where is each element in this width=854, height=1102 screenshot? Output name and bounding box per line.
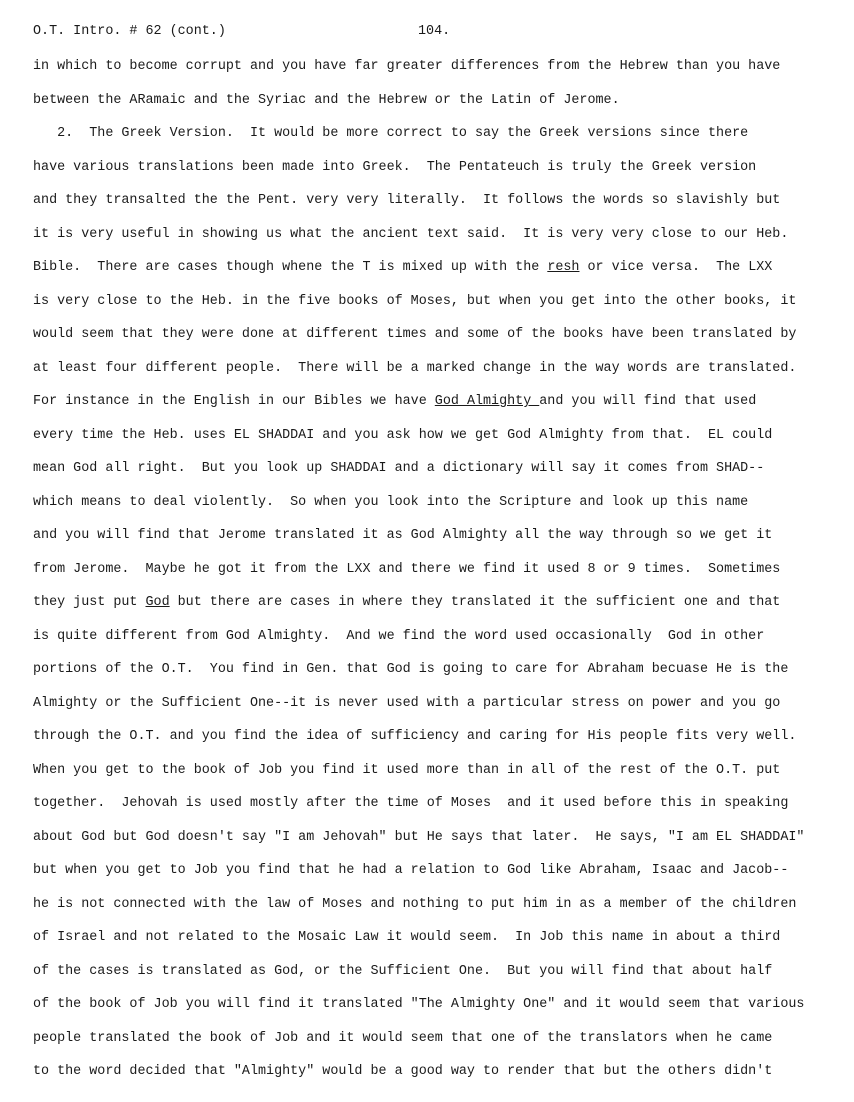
text-run: For instance in the English in our Bibles we have bbox=[33, 394, 435, 409]
text-line bbox=[33, 694, 833, 728]
text-run: mean God all right. But you look up SHADDAI and a dictionary will say it comes from SHAD-- bbox=[33, 461, 765, 476]
text-run: they just put bbox=[33, 595, 146, 610]
text-run: from Jerome. Maybe he got it from the LXX and there we find it used 8 or 9 times. Sometimes bbox=[33, 561, 781, 577]
text-run: which means to deal violently. So when you look into the Scripture and look up this name bbox=[33, 494, 749, 510]
page-number: 104. bbox=[418, 24, 451, 39]
text-line bbox=[33, 526, 833, 560]
text-run: is quite different from God Almighty. And we find the word used occasionally God in other bbox=[33, 628, 765, 644]
text-run: T bbox=[362, 260, 371, 275]
text-run: between the ARamaic and the Syriac and the Hebrew or the Latin of Jerome. bbox=[33, 92, 620, 108]
text-line bbox=[33, 57, 833, 91]
text-run: together. Jehovah is used mostly after the time of Moses and it used before this in speaking bbox=[33, 796, 789, 811]
text-run: and you will find that used bbox=[539, 394, 757, 409]
underlined-text: resh bbox=[547, 260, 580, 275]
text-run: at least four different people. There will be a marked change in the way words are translated. bbox=[33, 360, 797, 376]
text-run: have various translations been made into Greek. The Pentateuch is truly the Greek version bbox=[33, 159, 757, 175]
text-run: portions of the O.T. You find in Gen. that God is going to care for Abraham becuase He is the bbox=[33, 662, 789, 677]
underlined-text: God bbox=[145, 595, 170, 610]
text-run: is very close to the Heb. in the five books of Moses, but when you get into the other books, it bbox=[33, 293, 797, 309]
text-line bbox=[33, 258, 833, 292]
text-line bbox=[33, 861, 833, 895]
text-line bbox=[33, 828, 833, 862]
text-line bbox=[33, 660, 833, 694]
underlined-text: God Almighty bbox=[434, 394, 540, 409]
text-line bbox=[33, 627, 833, 661]
page-header bbox=[33, 22, 823, 42]
text-run: and you will find that Jerome translated it as God Almighty all the way through so we get it bbox=[33, 528, 773, 543]
text-line bbox=[33, 359, 833, 393]
text-line bbox=[33, 1062, 833, 1096]
text-line bbox=[33, 225, 833, 259]
text-line bbox=[33, 995, 833, 1029]
text-line bbox=[33, 325, 833, 359]
text-line bbox=[33, 459, 833, 493]
text-line bbox=[33, 292, 833, 326]
text-run: through the O.T. and you find the idea of sufficiency and caring for His people fits very well. bbox=[33, 729, 797, 744]
text-line bbox=[33, 191, 833, 225]
text-line bbox=[33, 158, 833, 192]
text-run: and they transalted the the Pent. very very literally. It follows the words so slavishly but bbox=[33, 193, 781, 208]
text-line bbox=[33, 761, 833, 795]
text-run: in which to become corrupt and you have far greater differences from the Hebrew than you have bbox=[33, 59, 781, 74]
text-run: of the book of Job you will find it translated "The Almighty One" and it would seem that various bbox=[33, 997, 805, 1012]
text-run: about God but God doesn't say "I am Jehovah" but He says that later. He says, "I am EL SHADDAI" bbox=[33, 829, 805, 845]
text-run: it is very useful in showing us what the ancient text said. It is very very close to our Heb. bbox=[33, 226, 789, 242]
text-line bbox=[33, 560, 833, 594]
text-run: Bible. There are cases though whene the bbox=[33, 260, 363, 275]
text-line bbox=[33, 493, 833, 527]
text-run: is mixed up with the bbox=[370, 260, 548, 275]
text-line bbox=[33, 794, 833, 828]
text-run: When you get to the book of Job you find it used more than in all of the rest of the O.T. put bbox=[33, 762, 781, 778]
text-run: would seem that they were done at different times and some of the books have been translated by bbox=[33, 327, 797, 342]
text-run: 2. The Greek Version. It would be more correct to say the Greek versions since there bbox=[33, 126, 749, 141]
text-line bbox=[33, 91, 833, 125]
text-run: people translated the book of Job and it would seem that one of the translators when he came bbox=[33, 1030, 773, 1046]
text-line bbox=[33, 727, 833, 761]
text-line bbox=[33, 962, 833, 996]
text-run: Almighty or the Sufficient One--it is never used with a particular stress on power and you go bbox=[33, 695, 781, 711]
text-run: of Israel and not related to the Mosaic Law it would seem. In Job this name in about a third bbox=[33, 930, 781, 945]
text-line bbox=[33, 426, 833, 460]
text-line bbox=[33, 392, 833, 426]
text-run: of the cases is translated as God, or the Sufficient One. But you will find that about half bbox=[33, 963, 773, 979]
text-line bbox=[33, 928, 833, 962]
body-text bbox=[33, 57, 833, 1096]
text-line bbox=[33, 895, 833, 929]
text-run: to the word decided that "Almighty" would be a good way to render that but the others didn't bbox=[33, 1064, 773, 1079]
text-run: he is not connected with the law of Moses and nothing to put him in as a member of the children bbox=[33, 896, 797, 912]
text-line bbox=[33, 593, 833, 627]
text-run: but when you get to Job you find that he had a relation to God like Abraham, Isaac and Jacob-- bbox=[33, 863, 789, 878]
text-run: or vice versa. The LXX bbox=[579, 260, 773, 275]
text-run: every time the Heb. uses EL SHADDAI and you ask how we get God Almighty from that. EL could bbox=[33, 427, 773, 443]
text-line bbox=[33, 124, 833, 158]
text-run: but there are cases in where they translated it the sufficient one and that bbox=[169, 595, 781, 610]
lecture-reference: O.T. Intro. # 62 (cont.) bbox=[33, 24, 226, 39]
text-line bbox=[33, 1029, 833, 1063]
